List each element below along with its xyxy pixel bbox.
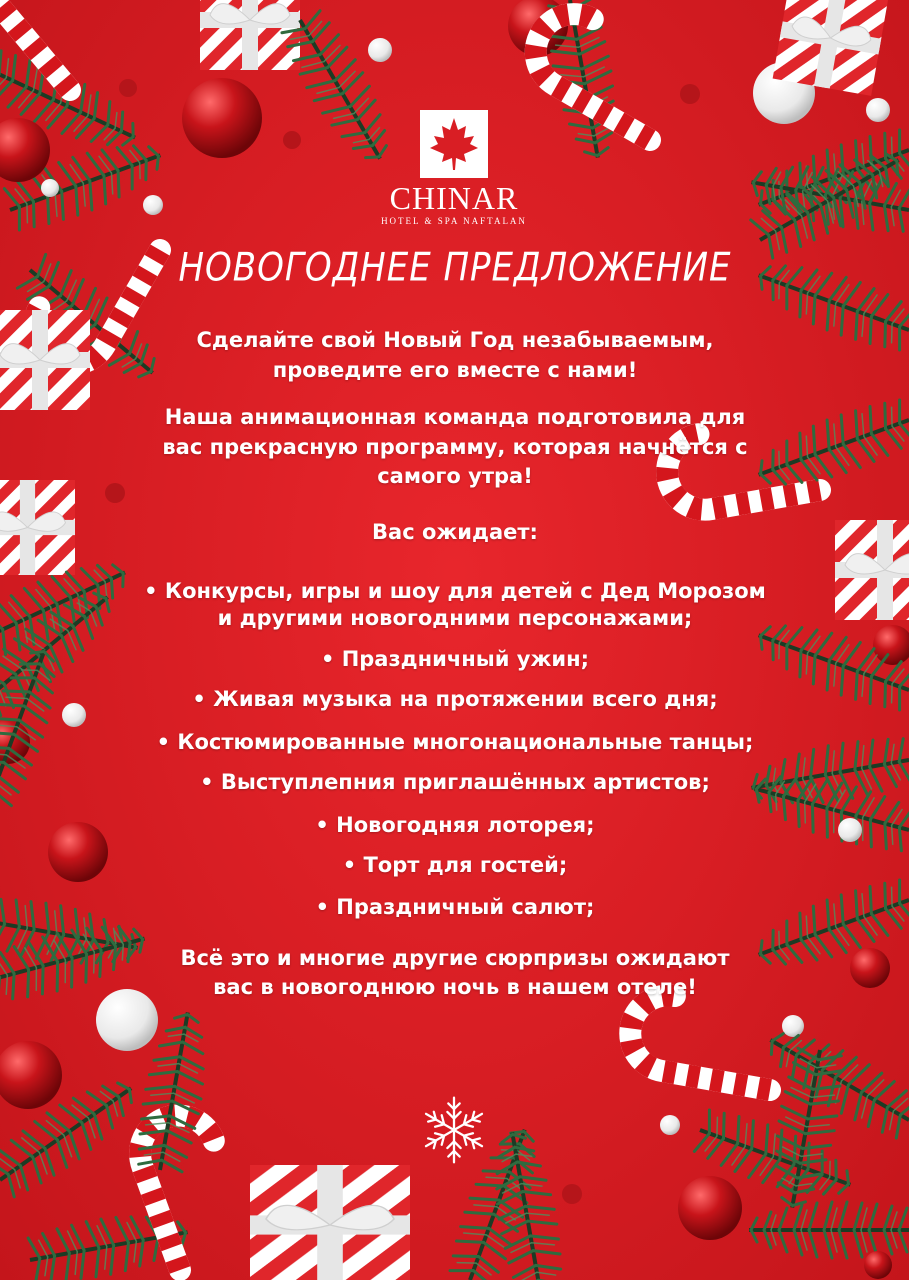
list-item: • Костюмированные многонациональные танцы; <box>156 730 754 754</box>
list-item: • Праздничный салют; <box>315 895 595 919</box>
hotel-logo <box>372 110 536 226</box>
list-item: • Праздничный ужин; <box>320 647 590 671</box>
closing-line-1: Всё это и многие другие сюрпризы ожидают <box>180 946 730 970</box>
snowflake-icon <box>416 1092 492 1168</box>
logo-name: CHINAR <box>389 180 519 216</box>
list-item: • Новогодняя лоторея; <box>315 813 595 837</box>
maple-leaf-icon <box>420 110 488 178</box>
list-item: • Живая музыка на протяжении всего дня; <box>192 687 718 711</box>
intro-line-2: проведите его вместе с нами! <box>272 358 638 382</box>
program-line-3: самого утра! <box>377 464 533 488</box>
awaits-heading: Вас ожидает: <box>372 520 538 544</box>
list-item: • Торт для гостей; <box>342 853 568 877</box>
logo-subtitle: HOTEL & SPA NAFTALAN <box>381 216 527 226</box>
program-line-1: Наша анимационная команда подготовила для <box>164 405 746 429</box>
intro-line-1: Сделайте свой Новый Год незабываемым, <box>196 328 714 352</box>
list-item: • Выступлепния приглашённых артистов; <box>200 770 710 794</box>
program-line-2: вас прекрасную программу, которая начнётся с <box>162 435 748 459</box>
list-item-continuation: и другими новогодними персонажами; <box>217 606 693 630</box>
closing-line-2: вас в новогоднюю ночь в нашем отеле! <box>213 975 697 999</box>
page-title: НОВОГОДНЕЕ ПРЕДЛОЖЕНИЕ <box>178 245 732 291</box>
list-item: • Конкурсы, игры и шоу для детей с Дед Морозом <box>144 579 766 603</box>
